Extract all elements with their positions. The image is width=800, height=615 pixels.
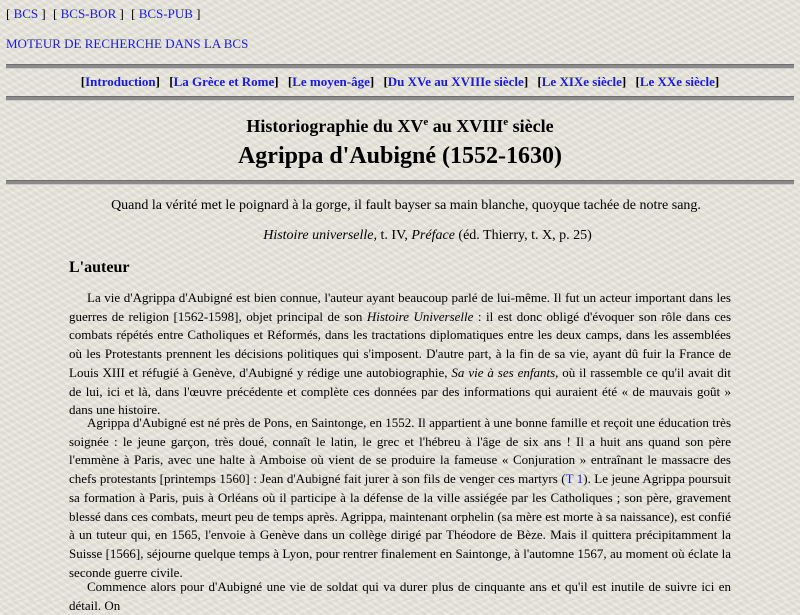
- section-link-moyen-age[interactable]: Le moyen-âge: [292, 74, 370, 89]
- search-engine-link[interactable]: MOTEUR DE RECHERCHE DANS LA BCS: [6, 36, 249, 51]
- paragraph-1: La vie d'Agrippa d'Aubigné est bien connue, l'auteur ayant beaucoup parlé de lui-même. Il fut un acteur important dans les guerres de religion [1562-1598], objet principal de son Histoire Universelle : il est donc obligé d'évoquer son rôle dans ces combats répétés entre Catholiques et Réformés, dans les tractations diplomatiques entre les deux camps, dans les assemblées où les Protestants prennent les décisions politiques qui s'imposent. D'autre part, à la fin de sa vie, ayant dû fuir la France de Louis XIII et réfugié à Genève, d'Aubigné y rédige une autobiographie, Sa vie à ses enfants, où il rassemble ce qu'il avait dit de lui, ici et là, dans l'œuvre précédente et complète ces données par des informations qui auraient été « de mauvais goût » dans une histoire.: [69, 290, 732, 418]
- section-link-introduction[interactable]: Introduction: [85, 74, 156, 89]
- section-link-xxe[interactable]: Le XXe siècle: [639, 74, 715, 89]
- divider-top: [6, 64, 794, 69]
- epigraph-quote: Quand la vérité met le poignard à la gorge, il fault bayser sa main blanche, quoyque tachée de notre sang.: [111, 198, 701, 213]
- divider-mid: [6, 96, 794, 101]
- page-title: Agrippa d'Aubigné (1552-1630): [237, 143, 563, 169]
- paragraph-2: Agrippa d'Aubigné est né près de Pons, en Saintonge, en 1552. Il appartient à une bonne famille et reçoit une éducation très soignée : le jeune garçon, très doué, connaît le latin, le grec et l'hébreu à l'âge de six ans ! Il a huit ans quand son père l'emmène à Paris, avec une halte à Amboise où vient de se produire la fameuse « Conjuration » entraînant le massacre des chefs protestants [printemps 1560] : Jean d'Aubigné fait jurer à son fils de venger ces martyrs (T 1). Le jeune Agrippa poursuit sa formation à Paris, puis à Orléans où il participe à la défense de la ville assiégée par les Catholiques ; son père, gravement blessé dans ces combats, meurt peu de temps après. Agrippa, maintenant orphelin (sa mère est morte à sa naissance), est confié à un tuteur qui, en 1565, l'envoie à Genève dans un collège dirigé par Théodore de Bèze. Mais il quittera précipitamment la Suisse [1566], séjourne quelque temps à Lyon, pour rentrer finalement en Saintonge, à l'automne 1567, au moment où éclate la seconde guerre civile.: [69, 415, 732, 580]
- section-nav: [Introduction] [La Grèce et Rome] [Le moyen-âge] [Du XVe au XVIIIe siècle] [Le XIXe siècle] [Le XXe siècle]: [80, 74, 720, 89]
- section-link-xve-xviiie[interactable]: Du XVe au XVIIIe siècle: [387, 74, 524, 89]
- nav-link-bcs-pub[interactable]: BCS-PUB: [138, 6, 193, 21]
- nav-link-bcs-bor[interactable]: BCS-BOR: [60, 6, 117, 21]
- section-link-grece-rome[interactable]: La Grèce et Rome: [173, 74, 275, 89]
- top-nav: [ BCS ] [ BCS-BOR ] [ BCS-PUB ]: [6, 6, 201, 21]
- nav-link-bcs[interactable]: BCS: [13, 6, 39, 21]
- section-link-xixe[interactable]: Le XIXe siècle: [541, 74, 622, 89]
- divider-bottom: [6, 180, 794, 185]
- page-subtitle: Historiographie du XVe au XVIIIe siècle: [246, 116, 554, 136]
- section-heading: L'auteur: [69, 259, 130, 276]
- paragraph-3: Commence alors pour d'Aubigné une vie de soldat qui va durer plus de cinquante ans et qu'il est inutile de suivre ici en détail. On: [69, 579, 731, 613]
- epigraph-citation: Histoire universelle, t. IV, Préface (éd. Thierry, t. X, p. 25): [263, 228, 592, 243]
- text-link-t1[interactable]: T 1: [565, 471, 584, 487]
